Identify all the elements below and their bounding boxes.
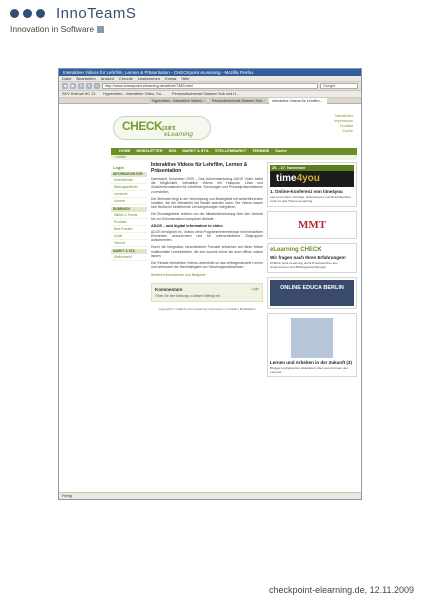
sidebar-login[interactable]: Login [113,165,124,170]
sidebar-item[interactable]: Märkte & Trends [111,212,147,219]
logo-tagline: Innovation in Software [10,24,104,34]
screenshot-caption: checkpoint-elearning.de, 12.11.2009 [269,585,414,595]
ad-elearning-check[interactable] [267,243,357,273]
page-viewport [59,106,361,492]
tab-interaktive-videos[interactable]: Interaktive Videos für Lehrfilm... [269,98,327,104]
ad-online-educa[interactable] [267,277,357,309]
nav-stellenmarkt[interactable]: STELLENMARKT [215,149,247,153]
site-header [111,110,357,148]
bookmark-item[interactable]: SKV Hotmail HC 13 [62,92,96,96]
article-paragraph: Durch die Integration verschiedener Formate entstehen auf diese Weise multimediale Lerneinheiten, die sich sowohl online als auch offline nutzen lassen. [151,245,263,258]
bookmark-item[interactable]: Personalisierende Klassen Sub und H... [172,92,240,96]
logo-dots-icon [10,9,45,18]
nav-termine[interactable]: TERMINE [252,149,270,153]
menu-tools[interactable]: Extras [165,76,177,81]
mmt-logo: MMT [297,218,327,231]
sidebar-item[interactable]: Lernende [111,191,147,198]
sidebar-heading: INFORMATION FÜR [111,172,147,177]
sidebar-heading: MARKT & STIL [111,249,147,254]
sidebar-item[interactable]: Produkte [111,219,147,226]
ad-title: Lernen und Arbeiten in der Zukunft (3) [270,359,352,365]
ad-title: Wir fragen nach Ihren Erfahrungen! [270,254,346,260]
tab-hypervideo[interactable]: Hypervideo - Interaktive Videos... [149,98,207,104]
article-paragraph: Der Einsatz interaktiver Videos unterstützt so das selbstgesteuerte Lernen und verbessert die Nachhaltigkeit von Schulungsmaßnahmen. [151,261,263,270]
sidebar-item[interactable]: Bildungsanbieter [111,184,147,191]
header-link[interactable]: Suche [342,129,353,133]
related-link[interactable]: Weitere Informationen und Beispiele [151,273,206,278]
book-cover-image [291,318,333,358]
header-link[interactable]: Kontakt [340,124,353,128]
tab-strip [59,98,361,104]
checkpoint-logo[interactable]: CHECKpoint eLearning [113,116,211,140]
ad-mmt[interactable] [267,211,357,239]
menu-view[interactable]: Ansicht [100,76,114,81]
ad-lernen-arbeiten[interactable] [267,313,357,378]
breadcrumb: » Artikel [111,155,357,160]
ad-text: Blogger und Experten diskutieren über neue Formen des Lernens. [270,365,348,374]
comments-text: Teilen Sie Ihre Meinung zu diesem Beitrag mit. [155,294,221,299]
sidebar-item[interactable]: Termine [111,240,147,247]
home-icon[interactable]: ⌂ [95,83,99,88]
sidebar-item[interactable]: Best Practice [111,226,147,233]
menu-edit[interactable]: Bearbeiten [76,76,96,81]
ad-text: Live und online: Vorträge, Diskussionen und Praxisberichte rund um das Thema eLearning. [270,195,351,203]
logo-square-icon [97,26,104,33]
logo-name: InnoTeamS [56,5,137,22]
back-icon[interactable]: ◀ [63,83,67,88]
site-nav [111,148,357,155]
ad-title: 1. Online-Konferenz von time4you [270,189,343,194]
tab-personalisierende[interactable]: Personalisierende Klassen Sub... [209,98,267,104]
search-input[interactable]: Google [320,83,358,89]
header-links [334,114,353,134]
time4you-logo: time4you [270,171,354,187]
elearning-check-logo: eLearning CHECK [270,246,322,253]
status-bar: Fertig [59,492,361,499]
sidebar-item[interactable]: Köpfe [111,233,147,240]
article-paragraph: ADOS ermöglicht es, Videos ohne Programmierkenntnisse mit interaktiven Elementen anzureichern und für unterschiedliche Zielgruppen aufzubereiten. [151,229,263,243]
reload-icon[interactable]: ↻ [79,83,83,88]
online-educa-logo: ONLINE EDUCA BERLIN [270,280,354,306]
bookmark-item[interactable]: Hypervideo - Interaktive Video, Su... [103,92,165,96]
article [151,162,263,312]
bookmarks-bar [59,91,361,98]
menu-bookmarks[interactable]: Lesezeichen [137,76,161,81]
window-title: Interaktive Videos für Lehrfilm, Lernen & Präsentation - CHECKpoint eLearning - Mozilla Firefox [59,69,361,76]
sidebar-item[interactable]: Unternehmen [111,177,147,184]
menu-history[interactable]: Chronik [118,76,133,81]
nav-toolbar [59,82,361,91]
article-title: Interaktive Videos für Lehrfilm, Lernen & Präsentation [151,162,248,174]
innoteams-logo [8,6,188,56]
article-paragraph: Darmstadt, November 2009 – Das Autorenwerkzeug ADOS Video bietet die Möglichkeit, interaktive Videos mit Hotspots, Links und Zusatzinformationen für Lehrfilme, Schulungen und Produktpräsentationen zu erstellen. [151,177,263,194]
site-sidebar [111,162,147,261]
url-bar[interactable]: http://www.checkpoint-elearning.de/article/7383.html [102,83,318,89]
menu-file[interactable]: Datei [62,76,72,81]
sidebar-item[interactable]: Autoren [111,198,147,205]
stop-icon[interactable]: ✕ [87,83,91,88]
right-column [267,162,357,381]
article-paragraph: Die Einsatzgebiete reichen von der Mitarbeiterschulung über den Vertrieb bis zur Dokumentation komplexer Abläufe. [151,212,263,221]
sidebar-item[interactable]: Stellenmarkt [111,254,147,261]
nav-home[interactable]: HOME [119,149,131,153]
menu-help[interactable]: Hilfe [181,76,190,81]
site-footer: Copyright © CHECK.point eLearning | Impressum | Kontakt | Mediadaten [158,307,256,312]
article-subheading: ADOS – add digital information to video [151,223,223,228]
article-paragraph: Der Mehrwert liegt in der Verknüpfung von Bewegtbild mit weiterführenden Inhalten, die der Betrachter bei Bedarf aufrufen kann. Die Videos lassen sich flexibel in bestehende Lernumgebungen integrieren. [151,196,263,210]
header-link[interactable]: Impressum [334,119,353,123]
nav-newsletter[interactable]: NEWSLETTER [136,149,163,153]
comments-title: Kommentare [155,287,183,293]
ad-text: CHECK.point eLearning sucht Praxisberichte aus Unternehmen und Bildungseinrichtungen. [270,260,338,269]
nav-markt[interactable]: MARKT & STIL [182,149,210,153]
nav-suche[interactable]: Suche [275,149,287,153]
ad-time4you[interactable] [267,162,357,207]
browser-window [58,68,362,500]
header-link[interactable]: Newsletter [335,114,353,118]
forward-icon[interactable]: ▶ [71,83,75,88]
nav-rss[interactable]: RSS [168,149,177,153]
comments-login-link[interactable]: Login [251,287,259,292]
ad-date: 25. - 27. November [270,165,354,171]
sidebar-heading: RUBRIKEN [111,207,147,212]
comments-box [151,283,263,302]
